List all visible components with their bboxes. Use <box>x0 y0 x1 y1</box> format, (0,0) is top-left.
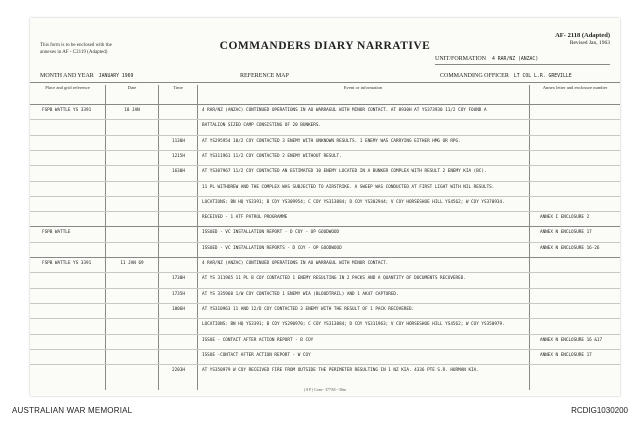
reference-map <box>240 73 289 79</box>
diary-entry-row <box>30 211 620 224</box>
entry-place: FSPB WATTLE YS 3391 <box>42 261 92 266</box>
commanding-officer <box>440 73 572 79</box>
reference-map-label: REFERENCE MAP <box>240 73 289 79</box>
entry-event: 4 RAR/NZ (ANZAC) CONTINUED OPERATIONS IN AO WARRAGUL WITH MINOR CONTACT. <box>202 261 389 266</box>
diary-entry-row <box>30 334 620 347</box>
entry-time: 1130H <box>172 138 185 144</box>
entry-event: AT YS350979 W COY RECEIVED FIRE FROM OUTSIDE THE PERIMETER RESULTING IN 1 NZ KIA. 4336 PTE S.R. HURMAN KIA. <box>202 368 479 374</box>
diary-entry-row <box>30 150 620 163</box>
entry-event: ISSUED - VC INSTALLATION REPORT - D COY - OP GOODWOOD <box>202 230 340 236</box>
diary-entry-row <box>30 242 620 255</box>
entry-event: AT YS311961 11/2 COY CONTACTED 2 ENEMY WITHOUT RESULT. <box>202 153 342 159</box>
entry-event: LOCATIONS: BN HQ YS3391; B COY YS309954; C COY YS313884; D COY YS302944; V COY HORSESHOE HILL YS4562; W COY YS370934. <box>202 199 505 205</box>
entry-time: 1806H <box>172 306 185 312</box>
entry-time: 1730H <box>172 276 185 282</box>
diary-entry-row <box>30 104 620 117</box>
entry-event: AT YS295954 10/2 COY CONTACTED 3 ENEMY WITH UNKNOWN RESULTS. 1 ENEMY WAS CARRYING EITHER HMG OR RPG. <box>202 138 461 144</box>
entry-event: ISSUED - VC INSTALLATION REPORTS - D COY - OP GOODWOOD <box>202 245 342 251</box>
entry-annex: ANNEX N ENCLOSURE 17 <box>540 352 592 358</box>
month-year-value: JANUARY 1969 <box>98 74 134 79</box>
entry-event: BATTALION SIZED CAMP CONSISTING OF 20 BUNKERS. <box>202 123 321 129</box>
diary-entry-row <box>30 119 620 132</box>
entry-time: 1735H <box>172 291 185 297</box>
diary-entry-row <box>30 165 620 178</box>
entry-date: 18 JAN <box>124 108 140 113</box>
diary-entry-row <box>30 318 620 331</box>
col-header-date: Date <box>127 85 137 90</box>
diary-entry-row <box>30 288 620 301</box>
entry-event: LOCATIONS: BN HQ YS3391; B COY YS290970; C COY YS313884; D COY YS311963; V COY HORSESHOE HILL YS4562; W COY YS350979. <box>202 322 505 328</box>
form-code <box>555 32 610 47</box>
meta-divider <box>30 82 620 83</box>
unit-formation <box>435 56 538 62</box>
entry-event: AT YS310963 11 AND 12/D COY CONTACTED 3 ENEMY WITH THE RESULT OF 1 PACK RECOVERED. <box>202 306 415 312</box>
entry-annex: ANNEX N ENCLOSURE 16-26 <box>540 245 600 251</box>
form-revision: Revised Jan, 1963 <box>569 40 610 46</box>
diary-entry-row <box>30 272 620 285</box>
diary-entry-row <box>30 135 620 148</box>
commanding-officer-label: COMMANDING OFFICER <box>440 73 509 79</box>
col-header-place: Place and grid reference <box>45 85 90 90</box>
diary-entry-row <box>30 226 620 239</box>
entry-event: AT YS 311965 11 PL B COY CONTACTED 1 ENEMY RESULTING IN 2 PACKS AND A QUANTITY OF DOCUMENTS RECOVERED. <box>202 276 466 282</box>
entry-event: 4 RAR/NZ (ANZAC) CONTINUED OPERATIONS IN AO WARRAGUL WITH MINOR CONTACT. AT 0930H AT YS373930 11/2 COY FOUND A <box>202 108 487 113</box>
month-year <box>40 73 133 79</box>
unit-value: 4 RAR/NZ (ANZAC) <box>492 57 539 62</box>
col-header-annex: Annex letter and enclosure number <box>542 85 608 90</box>
diary-entry-row <box>30 364 620 377</box>
entry-place: FSPB WATTLE YS 3391 <box>42 108 92 113</box>
entry-annex: ANNEX N ENCLOSURE 17 <box>540 230 592 236</box>
entry-event: AT YS 335968 1/W COY CONTACTED 1 ENEMY WIA (BLOODTRAIL) AND 1 AK47 CAPTURED. <box>202 291 399 297</box>
diary-entry-row <box>30 303 620 316</box>
diary-sheet <box>30 18 620 396</box>
printer-note: ( 8 P ) Com-- 377/65 --30m <box>304 388 346 392</box>
commanding-officer-value: LT COL L.R. GREVILLE <box>513 74 572 79</box>
entry-time: 1630H <box>172 169 185 175</box>
col-header-event: Event or information <box>343 85 383 90</box>
unit-underline <box>435 64 610 65</box>
entry-event: ISSUE -CONTACT AFTER ACTION REPORT - W COY <box>202 352 311 358</box>
diary-entry-row <box>30 196 620 209</box>
document-title: COMMANDERS DIARY NARRATIVE <box>219 40 431 52</box>
entry-place: FSPB WATTLE <box>42 230 71 236</box>
entry-time: 1215H <box>172 153 185 159</box>
month-year-label: MONTH AND YEAR <box>40 73 94 79</box>
form-number: AF- 2118 (Adapted) <box>555 32 610 39</box>
enclosure-note-line-1: This form is to be enclosed with the <box>40 43 112 48</box>
entry-date: 11 JAN 69 <box>120 261 144 266</box>
entry-event: RECEIVED - 1 ATF PATROL PROGRAMME <box>202 215 288 221</box>
archive-reference: RCDIG1030200 <box>571 406 628 415</box>
entry-annex: ANNEX N ENCLOSURE 16 &17 <box>540 337 603 343</box>
diary-entry-row <box>30 181 620 194</box>
enclosure-note-line-2: annexes in AF - C2119 (Adapted) <box>40 50 108 55</box>
diary-entry-row <box>30 257 620 270</box>
col-header-time: Time <box>173 85 183 90</box>
entry-time: 2203H <box>172 368 185 374</box>
entry-annex: ANNEX I ENCLOSURE 2 <box>540 215 590 221</box>
entry-event: 11 PL WITHDREW AND THE COMPLEX WAS SUBJECTED TO AIRSTRIKE. A SWEEP WAS CONDUCTED AT FIRST LIGHT WITH NIL RESULTS. <box>202 184 495 190</box>
entry-event: AT YS307967 11/2 COY CONTACTED AN ESTIMATED 10 ENEMY LOCATED IN A BUNKER COMPLEX WITH RESULT 2 ENEMY KIA (BC). <box>202 169 487 175</box>
entry-event: ISSUE - CONTACT AFTER ACTION REPORT - B COY <box>202 337 314 343</box>
archive-credit: AUSTRALIAN WAR MEMORIAL <box>12 406 133 415</box>
diary-entry-row <box>30 349 620 362</box>
unit-label: UNIT/FORMATION <box>435 56 486 62</box>
